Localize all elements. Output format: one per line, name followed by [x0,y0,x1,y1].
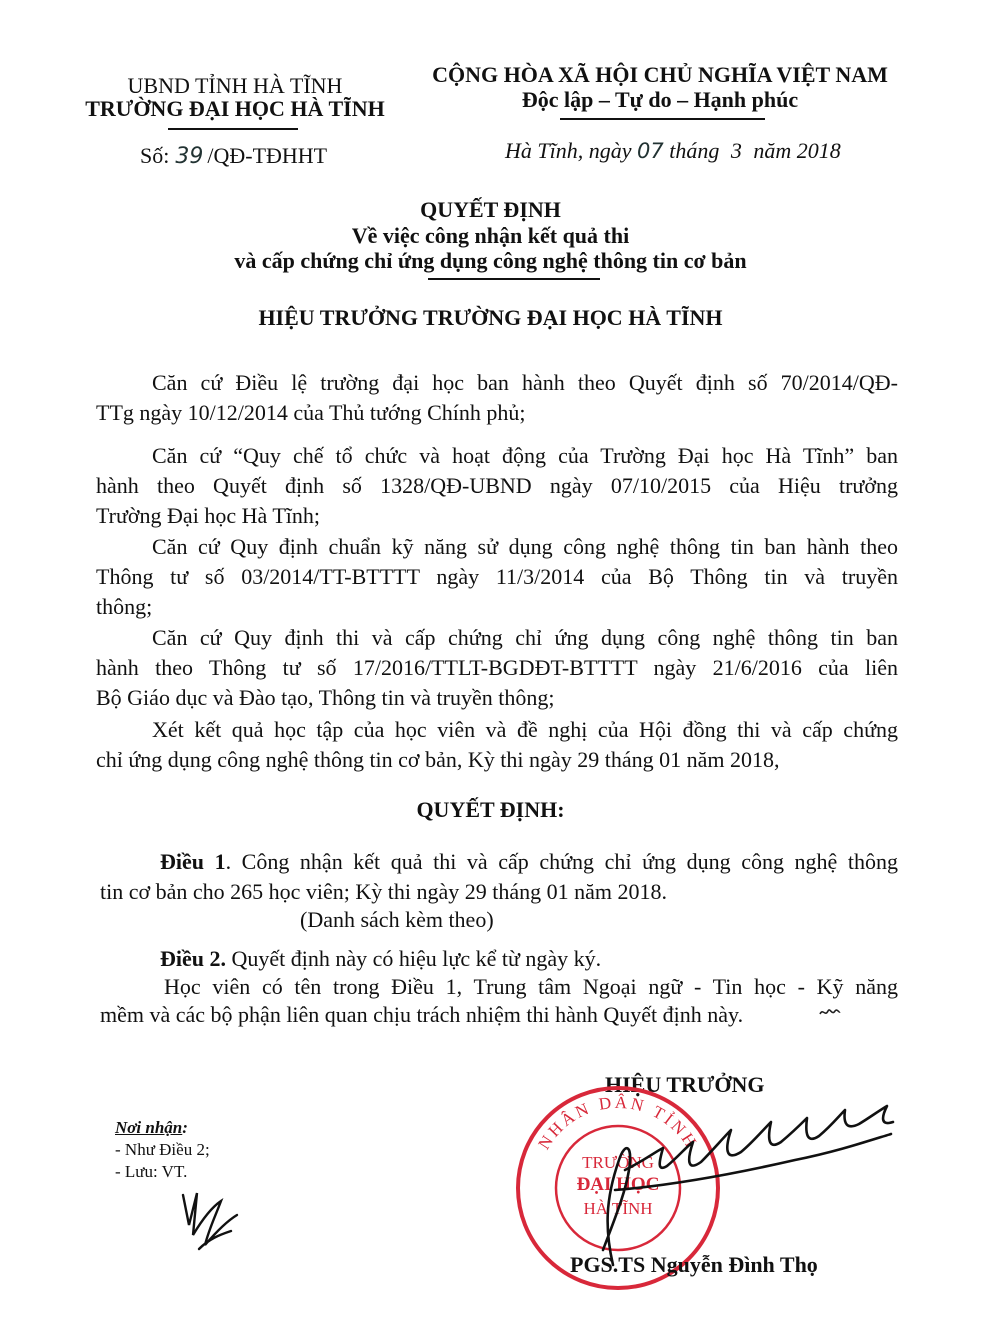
motto-underline [560,118,765,120]
document-heading: QUYẾT ĐỊNH [420,197,561,222]
issuing-authority: HIỆU TRƯỞNG TRƯỜNG ĐẠI HỌC HÀ TĨNH [258,305,723,330]
preamble-3-line-2: Thông tư số 03/2014/TT-BTTTT ngày 11/3/2014 của Bộ Thông tin và truyền [96,564,898,589]
preamble-1-line-2: TTg ngày 10/12/2014 của Thủ tướng Chính phủ; [96,400,526,425]
article-1-line-1 [160,847,898,877]
date-prefix: Hà Tĩnh, ngày [505,138,632,163]
recipient-item: - Lưu: VT. [115,1162,188,1181]
preamble-2-line-1: Căn cứ “Quy chế tổ chức và hoạt động của Trường Đại học Hà Tĩnh” ban [152,443,898,468]
article-2-line-2: Học viên có tên trong Điều 1, Trung tâm Ngoại ngữ - Tin học - Kỹ năng [164,974,898,999]
document-number [140,143,327,170]
recipients-label: Nơi nhận: [115,1118,188,1137]
school-line: TRƯỜNG ĐẠI HỌC HÀ TĨNH [85,96,385,121]
doc-number-prefix: Số: [140,143,170,168]
recipients-block [115,1117,210,1183]
signer-name: PGS.TS Nguyễn Đình Thọ [570,1252,818,1277]
agency-line: UBND TỈNH HÀ TĨNH [127,73,343,98]
subject-underline [428,278,600,280]
seal-line-3: HÀ TĨNH [583,1199,653,1218]
doc-number-suffix: /QĐ-TĐHHT [207,143,328,168]
date-month-label: tháng [669,138,720,163]
decision-heading: QUYẾT ĐỊNH: [416,797,565,822]
initials-signature-graphic [175,1185,255,1260]
preamble-3-line-1: Căn cứ Quy định chuẩn kỹ năng sử dụng công nghệ thông tin ban hành theo [152,534,898,559]
article-1-label: Điều 1 [160,849,226,874]
school-underline [168,128,298,130]
article-2-line-1 [160,944,601,974]
nation-line: CỘNG HÒA XÃ HỘI CHỦ NGHĨA VIỆT NAM [432,62,888,87]
subject-line-2: và cấp chứng chỉ ứng dụng công nghệ thông tin cơ bản [234,248,747,273]
article-1-line-2: tin cơ bản cho 265 học viên; Kỳ thi ngày 29 tháng 01 năm 2018. [100,879,668,904]
seal-line-1: TRƯỜNG [582,1153,654,1172]
article-1-text: . Công nhận kết quả thi và cấp chứng chỉ ứng dụng công nghệ thông [225,849,899,874]
preamble-1-line-1: Căn cứ Điều lệ trường đại học ban hành theo Quyết định số 70/2014/QĐ- [152,370,898,395]
article-2-label: Điều 2. [160,946,226,971]
date-month: 3 [730,138,742,163]
preamble-4-line-3: Bộ Giáo dục và Đào tạo, Thông tin và truyền thông; [96,685,555,710]
article-2-text: Quyết định này có hiệu lực kể từ ngày ký. [226,946,602,971]
initial-mark [818,1005,842,1019]
preamble-2-line-3: Trường Đại học Hà Tĩnh; [96,503,320,528]
seal-line-2: ĐẠI HỌC [576,1174,660,1195]
preamble-3-line-3: thông; [96,594,153,619]
recipient-item: - Như Điều 2; [115,1140,210,1159]
subject-line-1: Về việc công nhận kết quả thi [351,223,630,248]
date-day: 07 [637,139,664,163]
preamble-2-line-2: hành theo Quyết định số 1328/QĐ-UBND ngày 07/10/2015 của Hiệu trưởng [96,473,898,498]
doc-number-handwritten: 39 [175,144,204,169]
article-2-line-3: mềm và các bộ phận liên quan chịu trách nhiệm thi hành Quyết định này. [100,1002,744,1027]
preamble-4-line-2: hành theo Thông tư số 17/2016/TTLT-BGDĐT-BTTTT ngày 21/6/2016 của liên [96,655,898,680]
preamble-5-line-2: chỉ ứng dụng công nghệ thông tin cơ bản, Kỳ thi ngày 29 tháng 01 năm 2018, [96,747,780,772]
seal-arc-text: NHÂN DÂN TỈNH [534,1092,702,1153]
preamble-4-line-1: Căn cứ Quy định thi và cấp chứng chỉ ứng dụng công nghệ thông tin ban [152,625,898,650]
preamble-5-line-1: Xét kết quả học tập của học viên và đề nghị của Hội đồng thi và cấp chứng [152,717,898,742]
signer-position: HIỆU TRƯỞNG [605,1072,765,1097]
date-year: năm 2018 [753,138,841,163]
motto-line: Độc lập – Tự do – Hạnh phúc [521,87,799,112]
article-1-note: (Danh sách kèm theo) [300,907,494,932]
document-date [505,138,841,164]
